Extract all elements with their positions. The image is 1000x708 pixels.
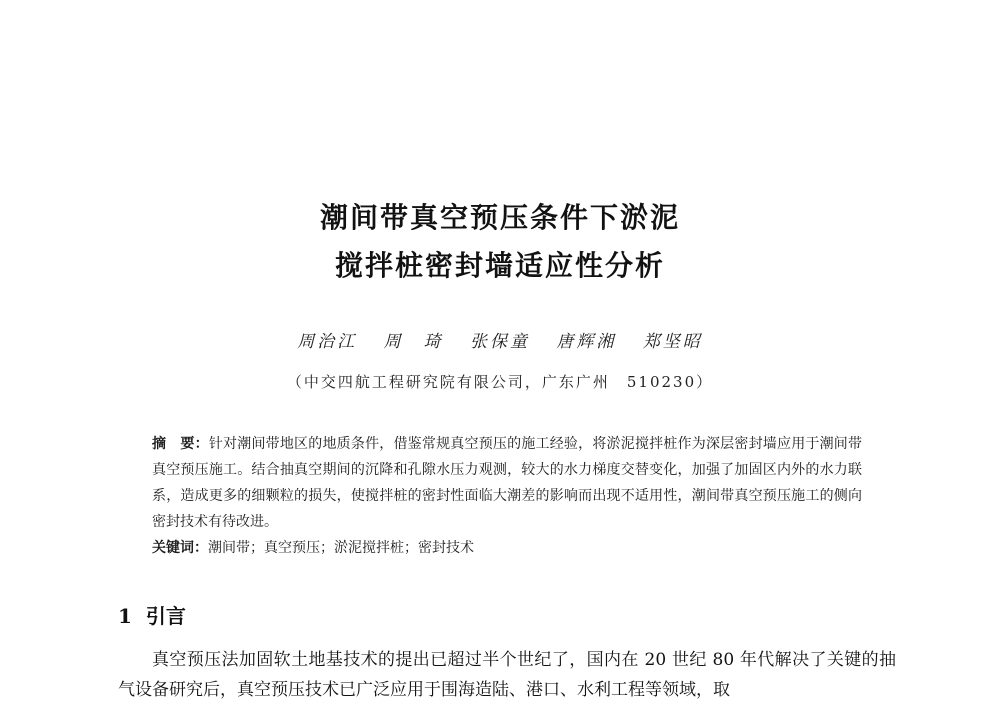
paper-title-line-1: 潮间带真空预压条件下淤泥: [319, 201, 680, 234]
author-list: [0, 327, 1000, 352]
author-name: 郑坚昭: [642, 332, 703, 352]
author-name: 唐辉湘: [556, 332, 617, 352]
affiliation: （中交四航工程研究院有限公司，广东广州 510230）: [286, 373, 714, 391]
author-name: 周治江: [297, 332, 358, 352]
abstract: [152, 431, 862, 535]
abstract-text: 针对潮间带地区的地质条件，借鉴常规真空预压的施工经验，将淤泥搅拌桩作为深层密封墙应用于潮间带真空预压施工。结合抽真空期间的沉降和孔隙水压力观测，较大的水力梯度交替变化，加强了加固区内外的水力联系，造成更多的细颗粒的损失，使搅拌桩的密封性面临大潮差的影响而出现不适用性，潮间带真空预压施工的侧向密封技术有待改进。: [152, 436, 863, 530]
keywords: [152, 535, 862, 561]
section-number: 1: [118, 604, 132, 628]
author-name: 周 琦: [383, 332, 444, 352]
keywords-text: 潮间带；真空预压；淤泥搅拌桩；密封技术: [208, 540, 474, 556]
section-title: 引言: [145, 604, 186, 628]
paper-title-line-2: 搅拌桩密封墙适应性分析: [334, 249, 665, 282]
author-name: 张保童: [470, 332, 530, 352]
abstract-label: 摘 要：: [152, 436, 209, 452]
keywords-label: 关键词：: [152, 540, 208, 556]
section-heading: [118, 600, 186, 629]
body-paragraph: 真空预压法加固软土地基技术的提出已超过半个世纪了，国内在 20 世纪 80 年代解决了关键的抽气设备研究后，真空预压技术已广泛应用于围海造陆、港口、水利工程等领域，取: [118, 650, 896, 700]
